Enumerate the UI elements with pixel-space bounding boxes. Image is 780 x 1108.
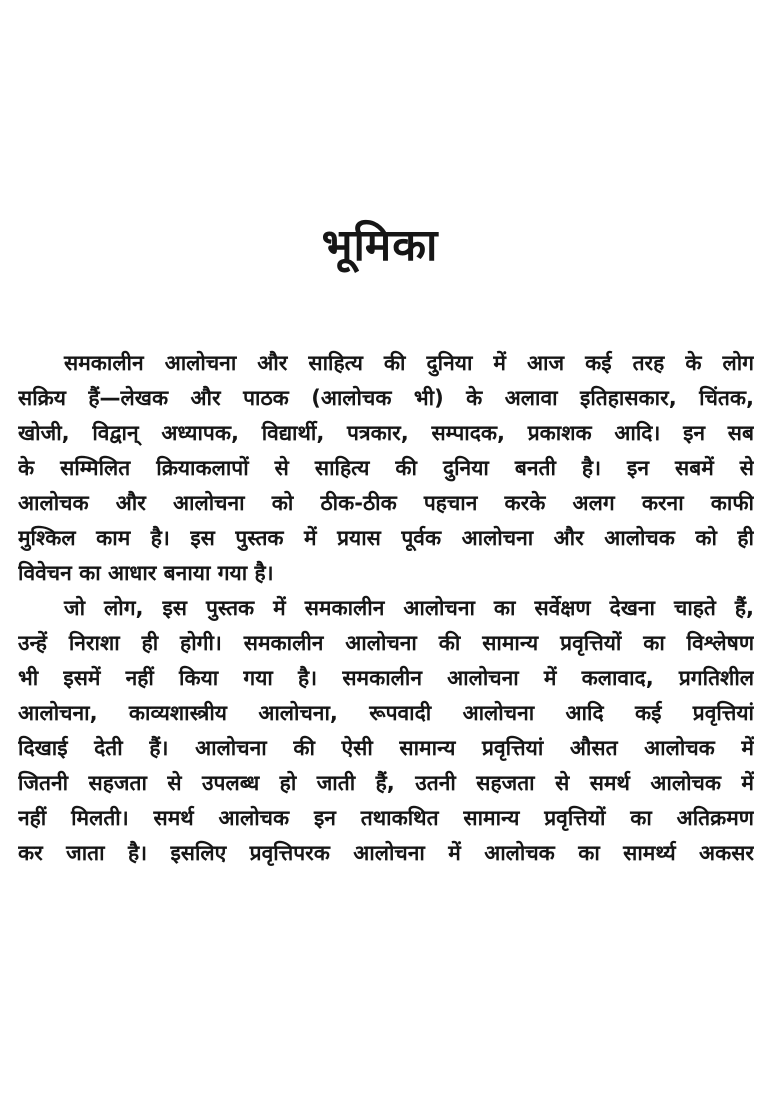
text-line: आलोचक और आलोचना को ठीक-ठीक पहचान करके अलग करना काफी	[18, 491, 754, 515]
text-line: उन्हें निराशा ही होगी। समकालीन आलोचना की सामान्य प्रवृत्तियों का विश्लेषण	[18, 631, 754, 655]
text-line: आलोचना, काव्यशास्त्रीय आलोचना, रूपवादी आलोचना आदि कई प्रवृत्तियां	[18, 701, 754, 725]
text-line: समकालीन आलोचना और साहित्य की दुनिया में आज कई तरह के लोग	[64, 351, 754, 375]
text-line: मुश्किल काम है। इस पुस्तक में प्रयास पूर्वक आलोचना और आलोचक को ही	[18, 526, 754, 550]
text-line: नहीं मिलती। समर्थ आलोचक इन तथाकथित सामान्य प्रवृत्तियों का अतिक्रमण	[18, 806, 754, 830]
paragraph-2	[18, 591, 754, 871]
body-text	[18, 346, 754, 871]
paragraph-1	[18, 346, 754, 591]
text-line: दिखाई देती हैं। आलोचना की ऐसी सामान्य प्रवृत्तियां औसत आलोचक में	[18, 736, 754, 760]
text-line: कर जाता है। इसलिए प्रवृत्तिपरक आलोचना में आलोचक का सामर्थ्य अकसर	[18, 841, 754, 865]
text-line: के सम्मिलित क्रियाकलापों से साहित्य की दुनिया बनती है। इन सबमें से	[18, 456, 754, 480]
text-line: विवेचन का आधार बनाया गया है।	[18, 561, 274, 585]
text-line: जो लोग, इस पुस्तक में समकालीन आलोचना का सर्वेक्षण देखना चाहते हैं,	[64, 596, 754, 620]
page-title: भूमिका	[321, 220, 439, 271]
text-line: खोजी, विद्वान् अध्यापक, विद्यार्थी, पत्रकार, सम्पादक, प्रकाशक आदि। इन सब	[18, 421, 754, 445]
text-line: जितनी सहजता से उपलब्ध हो जाती हैं, उतनी सहजता से समर्थ आलोचक में	[18, 771, 754, 795]
text-line: सक्रिय हैं—लेखक और पाठक (आलोचक भी) के अलावा इतिहासकार, चिंतक,	[18, 386, 754, 410]
text-line: भी इसमें नहीं किया गया है। समकालीन आलोचना में कलावाद, प्रगतिशील	[18, 666, 754, 690]
